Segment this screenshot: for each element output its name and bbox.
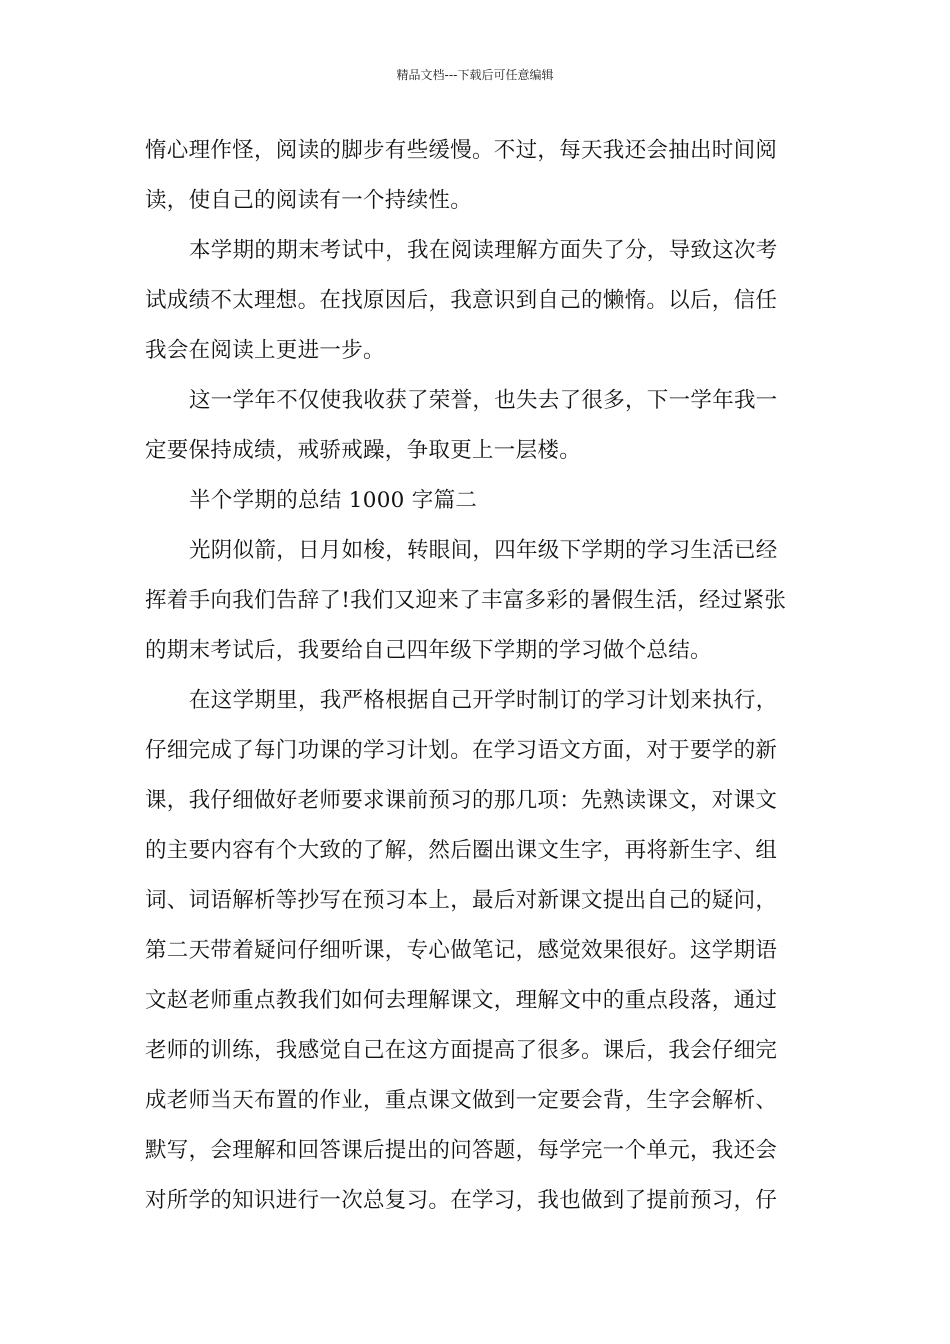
body-line: 仔细完成了每门功课的学习计划。在学习语文方面，对于要学的新 xyxy=(145,738,778,763)
body-line: 我会在阅读上更进一步。 xyxy=(145,338,385,363)
paragraph-start-line: 光阴似箭，日月如梭，转眼间，四年级下学期的学习生活已经 xyxy=(189,538,778,563)
body-line: 默写，会理解和回答课后提出的问答题，每学完一个单元，我还会 xyxy=(145,1138,778,1163)
paragraph-start-line: 本学期的期末考试中，我在阅读理解方面失了分，导致这次考 xyxy=(189,238,778,263)
body-line: 成老师当天布置的作业，重点课文做到一定要会背，生字会解析、 xyxy=(145,1088,778,1113)
body-line: 挥着手向我们告辞了!我们又迎来了丰富多彩的暑假生活，经过紧张 xyxy=(145,588,787,613)
body-line: 词、词语解析等抄写在预习本上，最后对新课文提出自己的疑问， xyxy=(145,888,778,913)
body-line: 试成绩不太理想。在找原因后，我意识到自己的懒惰。以后，信任 xyxy=(145,288,778,313)
body-line: 定要保持成绩，戒骄戒躁，争取更上一层楼。 xyxy=(145,438,582,463)
body-line: 文赵老师重点教我们如何去理解课文，理解文中的重点段落，通过 xyxy=(145,988,778,1013)
body-line: 老师的训练，我感觉自己在这方面提高了很多。课后，我会仔细完 xyxy=(145,1038,778,1063)
body-line: 课，我仔细做好老师要求课前预习的那几项：先熟读课文，对课文 xyxy=(145,788,778,813)
body-line: 的主要内容有个大致的了解，然后圈出课文生字，再将新生字、组 xyxy=(145,838,778,863)
body-line: 对所学的知识进行一次总复习。在学习，我也做到了提前预习，仔 xyxy=(145,1188,778,1213)
body-line: 第二天带着疑问仔细听课，专心做笔记，感觉效果很好。这学期语 xyxy=(145,938,778,963)
body-line: 的期末考试后，我要给自己四年级下学期的学习做个总结。 xyxy=(145,638,712,663)
body-line: 惰心理作怪，阅读的脚步有些缓慢。不过，每天我还会抽出时间阅 xyxy=(145,138,778,163)
section-heading: 半个学期的总结 1000 字篇二 xyxy=(189,488,478,513)
paragraph-start-line: 在这学期里，我严格根据自己开学时制订的学习计划来执行， xyxy=(189,688,778,713)
page-header: 精品文档---下载后可任意编辑 xyxy=(396,68,554,82)
paragraph-start-line: 这一学年不仅使我收获了荣誉，也失去了很多，下一学年我一 xyxy=(189,388,778,413)
body-line: 读，使自己的阅读有一个持续性。 xyxy=(145,188,473,213)
